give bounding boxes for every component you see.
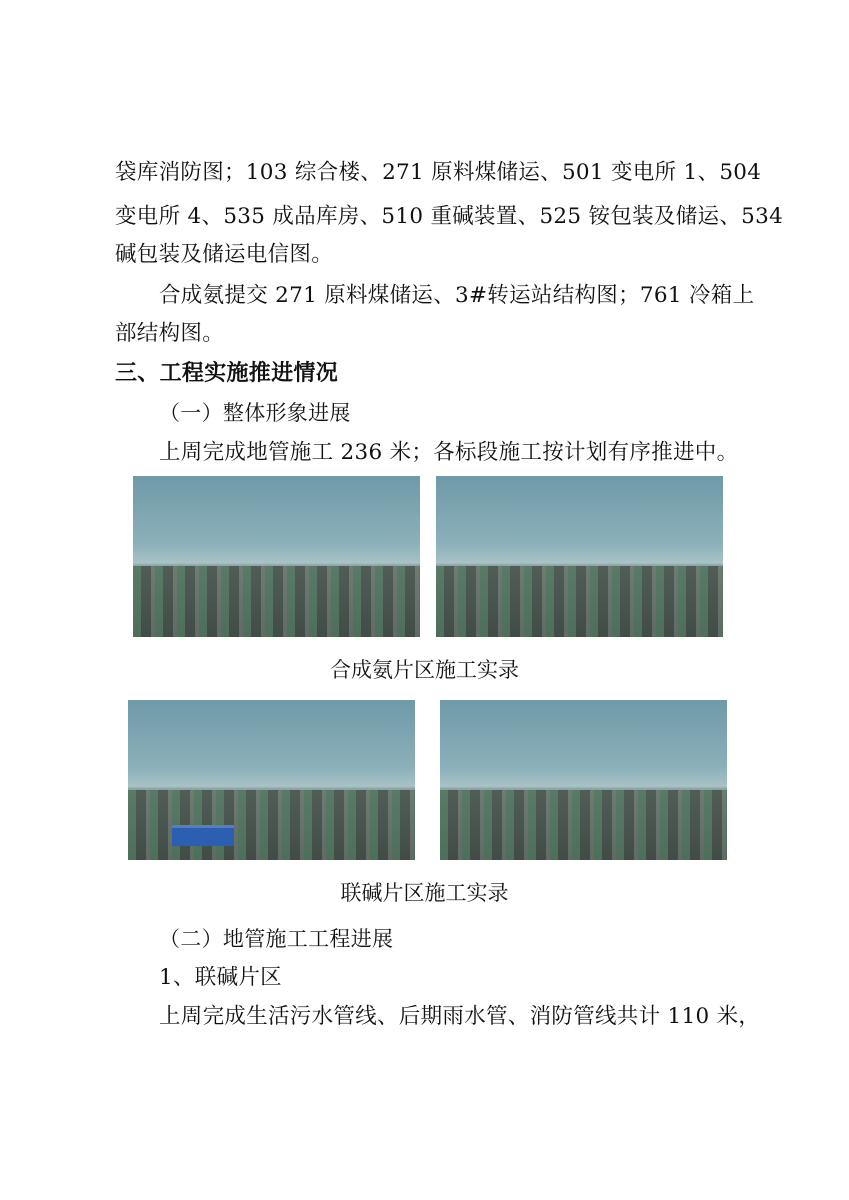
construction-photo-alkali-1 bbox=[128, 700, 415, 860]
paragraph-line: 袋库消防图；103 综合楼、271 原料煤储运、501 变电所 1、504 bbox=[115, 160, 762, 185]
construction-photo-alkali-2 bbox=[440, 700, 727, 860]
paragraph-line: 部结构图。 bbox=[115, 321, 225, 346]
construction-photo-ammonia-1 bbox=[133, 476, 420, 637]
subsection-heading: （一）整体形象进展 bbox=[159, 401, 351, 425]
photo-caption: 合成氨片区施工实录 bbox=[330, 658, 519, 682]
subsection-heading: （二）地管施工工程进展 bbox=[159, 927, 394, 951]
list-item: 1、联碱片区 bbox=[159, 965, 282, 990]
paragraph-line: 合成氨提交 271 原料煤储运、3#转运站结构图；761 冷箱上 bbox=[159, 283, 755, 308]
paragraph-line: 上周完成地管施工 236 米；各标段施工按计划有序推进中。 bbox=[159, 440, 739, 465]
construction-photo-ammonia-2 bbox=[436, 476, 723, 637]
photo-caption: 联碱片区施工实录 bbox=[340, 881, 509, 905]
paragraph-line: 变电所 4、535 成品库房、510 重碱装置、525 铵包装及储运、534 bbox=[115, 204, 784, 229]
paragraph-line: 碱包装及储运电信图。 bbox=[115, 242, 334, 267]
paragraph-line: 上周完成生活污水管线、后期雨水管、消防管线共计 110 米， bbox=[159, 1004, 761, 1029]
blue-warehouse-shape bbox=[172, 825, 234, 846]
section-heading: 三、工程实施推进情况 bbox=[115, 361, 339, 386]
